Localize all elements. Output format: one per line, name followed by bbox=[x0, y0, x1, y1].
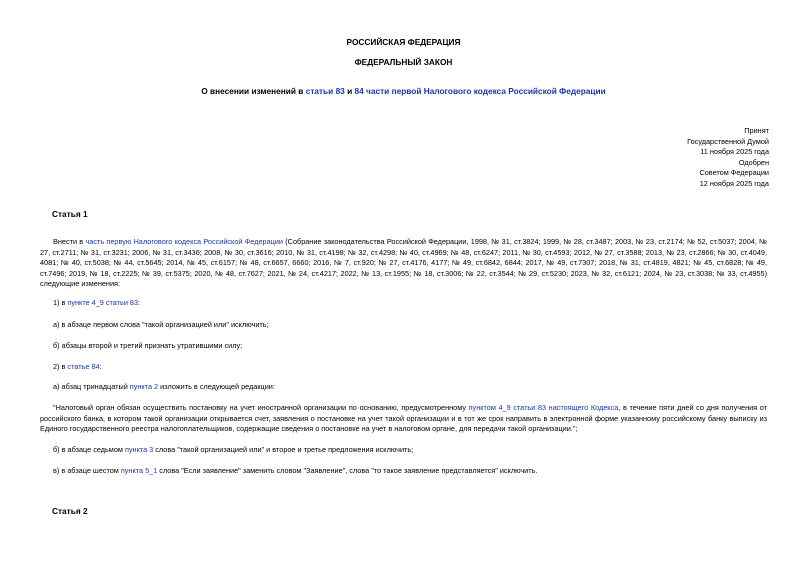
quote-pre: "Налоговый орган обязан осуществить постановку на учет иностранной организации по основанию, предусмотренному bbox=[53, 403, 469, 412]
item-2b-post: слова "такой организацией или" и второе и третье предложения исключить; bbox=[153, 445, 414, 454]
item-2-post: : bbox=[99, 362, 102, 371]
approved-label: Одобрен bbox=[738, 157, 769, 167]
approved-by: Советом Федерации bbox=[699, 168, 769, 178]
adopted-label: Принят bbox=[744, 126, 769, 135]
item-1b-text: б) абзацы второй и третий признать утратившими силу; bbox=[53, 341, 243, 350]
document-title bbox=[0, 86, 807, 96]
quote-post: , в течение пяти дней со дня получения от российского банка, в котором такой организации открывается счет, заявления о постановке на учет такой организации и в тот же срок направить в электронной форме указанному российскому банку выписку из Единого государственного реестра налогоплательщиков, содержащие сведения о постановке на учет в налоговом органе, для передачи такой организации."; bbox=[40, 403, 767, 434]
item-2a-post: изложить в следующей редакции: bbox=[158, 382, 275, 391]
title-prefix: О внесении изменений в bbox=[201, 86, 306, 96]
law-type-heading: ФЕДЕРАЛЬНЫЙ ЗАКОН bbox=[354, 57, 453, 67]
intro-post: (Собрание законодательства Российской Федерации, 1998, № 31, ст.3824; 1999, № 28, ст.3487; 2003, № 23, ст.2174; № 52, ст.5037; 2004, № 27, ст.2711; № 31, ст.3231; 2006, № 31, ст.3436; 2008, № 30, ст.3616; 2010, № 31, ст.4198; № 32, ст.4298; № 40, ст.4969; № 48, ст.6247; 2011, № 30, ст.4593; 2012, № 27, ст.3588; 2013, № 23, ст.2866; № 30, ст.4049, 4081; № 40, ст.5038; № 44, ст.5645; 2014, № 45, ст.6157; № 48, ст.6657, 6660; 2016, № 7, ст.920; № 27, ст.4176, 4177; № 49, ст.6842, 6844; 2017, № 49, ст.7307; 2018, № 31, ст.4819, 4821; № 45, ст.6828; № 49, ст.7496; 2019, № 18, ст.2225; № 39, ст.5375; 2020, № 48, ст.7627; 2021, № 24, ст.4217; 2022, № 13, ст.1955; № 18, ст.3006; № 22, ст.3544; № 29, ст.5230; 2023, № 32, ст.6121; 2024, № 23, ст.3038; № 33, ст.4955) следующие изменения: bbox=[40, 237, 768, 289]
adopted-by: Государственной Думой bbox=[687, 136, 769, 146]
item-2b-link[interactable]: пункта 3 bbox=[124, 445, 154, 454]
quoted-new-text bbox=[40, 403, 767, 435]
item-2a bbox=[40, 382, 767, 393]
item-2b-pre: б) в абзаце седьмом bbox=[53, 445, 125, 454]
item-2-link[interactable]: статье 84 bbox=[67, 362, 100, 371]
item-1-pre: 1) в bbox=[53, 298, 68, 307]
item-2 bbox=[40, 362, 767, 373]
country-heading: РОССИЙСКАЯ ФЕДЕРАЦИЯ bbox=[346, 37, 461, 47]
item-2b bbox=[40, 445, 767, 456]
item-2c-link[interactable]: пункта 5_1 bbox=[120, 466, 158, 475]
item-2c-post: слова "Если заявление" заменить словом "Заявление", слова "то такое заявление представляется" исключить. bbox=[157, 466, 538, 475]
intro-link-tax-code[interactable]: часть первую Налогового кодекса Российской Федерации bbox=[85, 237, 283, 246]
item-1b bbox=[40, 341, 767, 352]
approved-date: 12 ноября 2025 года bbox=[699, 178, 769, 188]
item-1 bbox=[40, 298, 767, 309]
quote-link[interactable]: пунктом 4_9 статьи 83 настоящего Кодекса bbox=[468, 403, 619, 412]
item-1-link[interactable]: пункте 4_9 статьи 83 bbox=[67, 298, 139, 307]
item-2-pre: 2) в bbox=[53, 362, 68, 371]
adoption-block bbox=[687, 126, 769, 190]
article-1-intro bbox=[40, 237, 767, 290]
title-link-article-84[interactable]: 84 части первой Налогового кодекса Российской Федерации bbox=[354, 86, 606, 96]
item-1a-text: а) в абзаце первом слова "такой организацией или" исключить; bbox=[53, 320, 269, 329]
intro-pre: Внести в bbox=[53, 237, 86, 246]
item-2c-pre: в) в абзаце шестом bbox=[53, 466, 121, 475]
item-2c bbox=[40, 466, 767, 477]
item-2a-link[interactable]: пункта 2 bbox=[129, 382, 159, 391]
title-mid: и bbox=[344, 86, 355, 96]
title-link-article-83[interactable]: статьи 83 bbox=[305, 86, 345, 96]
item-1a bbox=[40, 320, 767, 331]
article-1-heading: Статья 1 bbox=[52, 209, 88, 219]
item-1-post: : bbox=[138, 298, 141, 307]
adopted-date: 11 ноября 2025 года bbox=[700, 147, 769, 157]
item-2a-pre: а) абзац тринадцатый bbox=[53, 382, 130, 391]
article-2-heading: Статья 2 bbox=[52, 506, 88, 516]
